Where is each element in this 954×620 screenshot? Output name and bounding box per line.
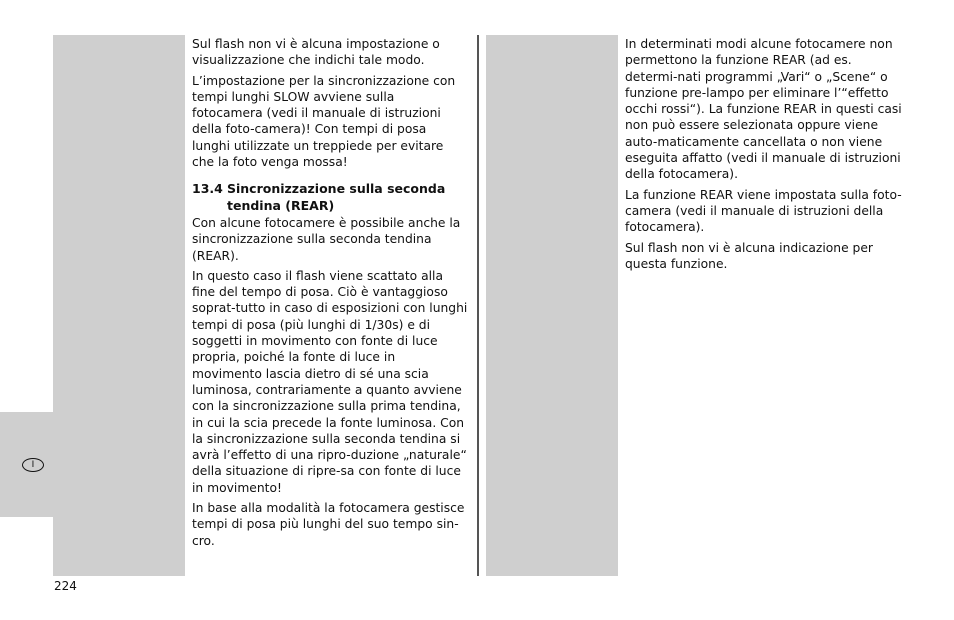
language-badge: I	[22, 458, 44, 472]
left-margin-bar	[53, 35, 185, 576]
left-text-column	[192, 36, 468, 553]
paragraph: Sul flash non vi è alcuna impostazione o visualizzazione che indichi tale modo.	[192, 37, 440, 68]
paragraph: In determinati modi alcune fotocamere non permettono la funzione REAR (ad es. determi-nati programmi „Vari“ o „Scene“ o funzione pre-lampo per eliminare l’“effetto occhi rossi“). La funzione REAR in questi casi non può essere selezionata oppure viene auto-maticamente cancellata o non viene eseguita affatto (vedi il manuale di istruzioni della fotocamera).	[625, 37, 902, 182]
paragraph: Sul flash non vi è alcuna indicazione per questa funzione.	[625, 240, 873, 271]
paragraph: La funzione REAR viene impostata sulla foto-camera (vedi il manuale di istruzioni della fotocamera).	[625, 187, 902, 235]
paragraph: L’impostazione per la sincronizzazione con tempi lunghi SLOW avviene sulla fotocamera (vedi il manuale di istruzioni della foto-camera)! Con tempi di posa lunghi utilizzate un treppiede per evitare che la foto venga mossa!	[192, 73, 456, 170]
paragraph: In base alla modalità la fotocamera gestisce tempi di posa più lunghi del suo tempo sin-cro.	[192, 501, 465, 548]
column-divider	[477, 35, 479, 576]
paragraph: Con alcune fotocamere è possibile anche la sincronizzazione sulla seconda tendina (REAR).	[192, 215, 461, 263]
section-number: 13.4	[192, 181, 223, 197]
paragraph: In questo caso il flash viene scattato alla fine del tempo di posa. Ciò è vantaggioso soprat-tutto in caso di esposizioni con lunghi tempi di posa (più lunghi di 1/30s) e di soggetti in movimento con fonte di luce propria, poiché la fonte di luce in movimento lascia dietro di sé una scia luminosa, contrariamente a quanto avviene con la sincronizzazione sulla prima tendina, in cui la scia precede la fonte luminosa. Con la sincronizzazione sulla seconda tendina si avrà l’effetto di una ripro-duzione „naturale“ della situazione di ripre-sa con fonte di luce in movimento!	[192, 268, 468, 495]
page-number: 224	[54, 579, 77, 593]
right-text-column	[625, 36, 905, 276]
section-title: Sincronizzazione sulla seconda tendina (REAR)	[227, 181, 446, 213]
section-heading	[192, 181, 468, 214]
right-margin-bar	[486, 35, 618, 576]
